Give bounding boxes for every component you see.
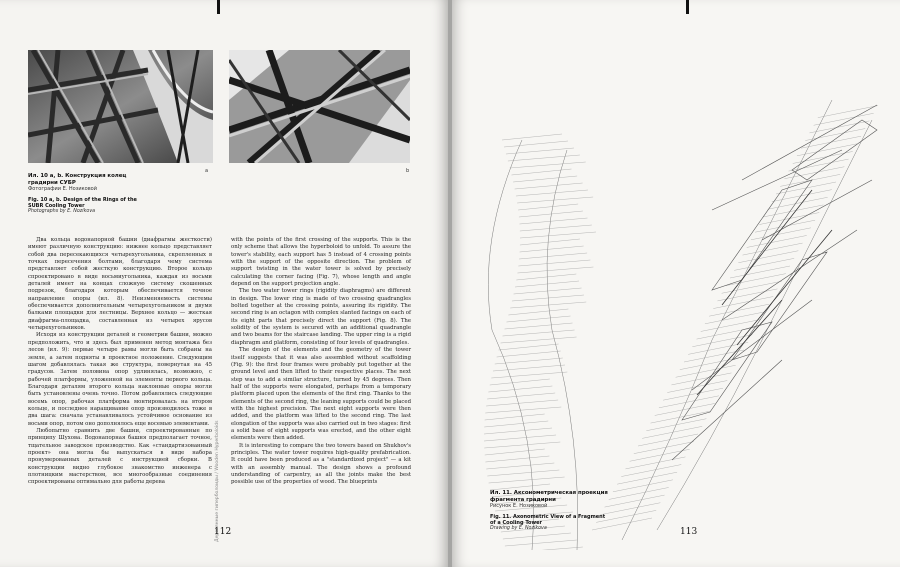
- paragraph: Исходя из конструкции деталей и геометрии башни, можно предположить, что и здесь был применен метод монтажа без лесов (ил. 9): первые четыре рамы могли быть собраны на земле, а затем подняты в проектное положение. Следующим шагом добавлялась такая же структура, повернутая на 45 градусов. Затем половина опор удлинялась, возможно, с рабочей платформы, уложенной на элементы первого кольца. Благодаря деталям второго кольца наклонные опоры могли быть установлены очень точно. Потом добавлялись следующие восемь опор, рабочая платформа монтировалась на втором кольце, и последнее наращивание опор производилось тоже в два шага: сначала устанавливалось устойчивое основание из восьми опор, потом оно дополнялось еще восемью элементами.: [28, 332, 212, 427]
- figure-10-caption: [28, 173, 138, 215]
- caption-en-title: Fig. 10 a, b. Design of the Rings of the SUBR Cooling Tower: [28, 197, 137, 210]
- running-head: Деревянные гиперболоиды / Wooden Hyperboloids: [215, 420, 220, 542]
- page-number: 113: [680, 527, 698, 537]
- paragraph: Любопытно сравнить две башни, спроектированные по принципу Шухова. Водонапорная башня предполагает точное, тщательное заводское производство. Как «стандартизованный проект» она могла бы выпускаться в виде набора пронумерованных деталей с инструкцией сборки. В конструкции видно глубокое знакомство инженера с плотницким мастерством, все многообразные соединения спроектированы оптимально для работы дерева: [28, 427, 212, 486]
- photo-10b: [229, 50, 410, 163]
- caption-ru-credit: Рисунок Е. Нозиковой: [490, 503, 548, 510]
- axonometric-drawing: [482, 60, 892, 550]
- crop-mark: [217, 0, 220, 14]
- text-column-russian: [28, 237, 212, 487]
- caption-en-title: Fig. 11. Axonometric View of a Fragment of a Cooling Tower: [490, 514, 606, 527]
- figure-letter-a: a: [205, 168, 209, 174]
- text-column-english: [231, 237, 411, 487]
- figure-letter-b: b: [406, 168, 410, 174]
- caption-ru-credit: Фотографии Е. Нозиковой: [28, 186, 97, 193]
- caption-en-credit: Drawing by E. Nozikova: [490, 526, 547, 532]
- paragraph: The two water tower rings (rigidity diaphragms) are different in design. The lower ring is made of two crossing quadrangles bolted together at the crossing points, assuring its rigidity. The second ring is an octagon with complex slanted facings on each of its eight parts that precisely direct the support (Fig. 8). The solidity of the system is secured with an additional quadrangle and two beams for the staircase landing. The upper ring is a rigid diaphragm and platform, consisting of four levels of quadrangles.: [231, 288, 411, 346]
- paragraph: The design of the elements and the geometry of the tower itself suggests that it was also assembled without scaffolding (Fig. 9): the first four frames were probably put together at the ground level and then lifted to their respective places. The next step was to add a similar structure, turned by 45 degrees. Then half of the supports were elongated, perhaps from a temporary platform placed upon the elements of the first ring. Thanks to the elements of the second ring, the leaning supports could be placed with the highest precision. The next eight supports were then added, and the platform was lifted to the second ring. The last elongation of the supports was also carried out in two stages: first a solid base of eight supports was erected, and the other eight elements were then added.: [231, 347, 412, 442]
- caption-en-credit: Photographs by E. Nozikova: [28, 209, 96, 215]
- page-number: 112: [214, 527, 232, 537]
- crop-mark: [686, 0, 689, 14]
- caption-ru-title: Ил. 11. Аксонометрическая проекция фрагмента градирни: [490, 490, 608, 503]
- paragraph: with the points of the first crossing of the supports. This is the only scheme that allows the hyperboloid to unfold. To assure the tower's stability, each support has 5 instead of 4 crossing points with the support of the opposite direction. The problem of support twisting in the water tower is solved by precisely calculating the corner facing (Fig. 7), whose length and angle depend on the support projection angle.: [231, 237, 411, 288]
- photo-10a: [28, 50, 213, 163]
- right-page: [452, 0, 900, 567]
- paragraph: Два кольца водонапорной башни (диафрагмы жесткости) имеют различную конструкцию: нижнее кольцо представляет собой два пересекающихся четырехугольника, скрепленных в точках пересечения болтами, благодаря чему система представляет собой жесткую конструкцию. Второе кольцо спроектировано в виде восьмиугольника, каждая из восьми деталей имеет на концах сложную систему скошенных подрезок, благодаря которым обеспечивается точное направление опоры (ил. 8). Неизменяемость системы обеспечивается дополнительным четырехугольником и двумя балками площадки для лестницы. Верхнее кольцо — жесткая диафрагма-площадка, составленная из четырех ярусов четырехугольников.: [28, 237, 212, 332]
- paragraph: It is interesting to compare the two towers based on Shukhov's principles. The water tower requires high-quality prefabrication. It could have been produced as a "standardized project" — a kit with an assembly manual. The design shows a profound understanding of carpentry, as all the joints make the best possible use of the properties of wood. The blueprints: [231, 442, 411, 486]
- left-page: [0, 0, 448, 567]
- figure-11-caption: [490, 490, 610, 532]
- caption-ru-title: Ил. 10 a, b. Конструкция колец градирни СУБР: [28, 173, 127, 186]
